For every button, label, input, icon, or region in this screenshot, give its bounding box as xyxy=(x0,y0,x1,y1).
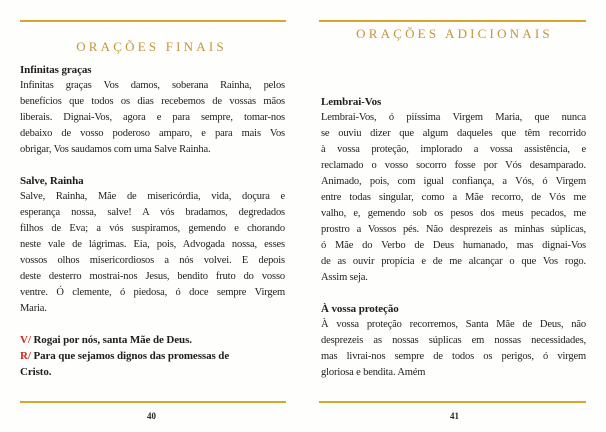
text-line: deste desterro mostrai-nos Jesus, bendito fruto do vosso xyxy=(20,271,285,282)
text-line: ventre. Ó clemente, ó piedosa, ó doce sempre Virgem xyxy=(20,287,285,298)
prayer-heading: Infinitas graças xyxy=(20,64,92,76)
text-line: prostro a Vossos pés. Não desprezeis as minhas súplicas, xyxy=(321,224,586,235)
text-line: obrigar, Vos saudamos com uma Salve Rainha. xyxy=(20,144,211,155)
page-right xyxy=(303,0,606,432)
prayer-text xyxy=(20,189,285,317)
text-line: ó Mãe do Verbo de Deus humanado, mas dignai-Vos xyxy=(321,240,586,251)
text-line: filhos de Eva; a vós suspiramos, gemendo e chorando xyxy=(20,223,285,234)
text-line: de as ouvir propícia e de me alcançar o que Vos rogo. xyxy=(321,256,586,267)
text-line: Salve, Rainha, Mãe de misericórdia, vida, doçura e xyxy=(20,191,285,202)
text-line: benefícios que todos os dias recebemos de vossas mãos xyxy=(20,96,285,107)
page-title: ORAÇÕES ADICIONAIS xyxy=(356,26,553,41)
text-line: gloriosa e bendita. Amém xyxy=(321,367,426,378)
page-number: 41 xyxy=(450,411,459,421)
text-line: Infinitas graças Vos damos, soberana Rainha, pelos xyxy=(20,80,285,91)
page-title: ORAÇÕES FINAIS xyxy=(76,39,227,54)
prayer-section xyxy=(20,173,285,317)
text-line: debaixo de vosso poderoso amparo, e para mais Vos xyxy=(20,128,285,139)
bottom-rule-divider xyxy=(319,401,586,403)
page-content xyxy=(20,62,285,380)
page-number: 40 xyxy=(147,411,156,421)
versicle-mark: R/ xyxy=(20,350,34,362)
text-line: liberais. Dignai-Vos, agora e para sempre, tomar-nos xyxy=(20,112,285,123)
prayer-text xyxy=(20,78,285,158)
prayer-text xyxy=(321,110,586,286)
text-line: desprezeis as nossas súplicas em nossas necessidades, xyxy=(321,335,586,346)
text-line: mas livrai-nos sempre de todos os perigos, ó virgem xyxy=(321,351,586,362)
text-line: neste vale de lágrimas. Eia, pois, Advogada nossa, esses xyxy=(20,239,285,250)
prayer-heading: Salve, Rainha xyxy=(20,175,84,187)
prayer-section xyxy=(321,94,586,286)
top-rule-divider xyxy=(319,20,586,22)
text-line: Maria. xyxy=(20,303,47,314)
prayer-section xyxy=(321,301,586,381)
prayer-text xyxy=(321,317,586,381)
text-line: vossos olhos misericordiosos a nós volvei. E depois xyxy=(20,255,285,266)
versicle-mark: V/ xyxy=(20,334,34,346)
text-line: Assim seja. xyxy=(321,272,368,283)
top-rule-divider xyxy=(20,20,286,22)
page-content xyxy=(321,94,586,396)
text-line: esperança nossa, salve! A vós bradamos, degredados xyxy=(20,207,285,218)
text-line: reclamado o vosso socorro fosse por Vós desamparado. xyxy=(321,160,586,171)
text-line: À vossa proteção recorremos, Santa Mãe de Deus, não xyxy=(321,319,586,330)
versicle-line: Cristo. xyxy=(20,366,52,378)
bottom-rule-divider xyxy=(20,401,286,403)
text-line: Lembrai-Vos, ó piíssima Virgem Maria, que nunca xyxy=(321,112,586,123)
prayer-heading: Lembrai-Vos xyxy=(321,96,382,108)
text-line: Animado, pois, com igual confiança, a Vós, ó Virgem xyxy=(321,176,586,187)
versicle-line: R/ Para que sejamos dignos das promessas de xyxy=(20,350,230,362)
text-line: entre todas singular, como a Mãe recorro, de Vós me xyxy=(321,192,586,203)
versicle-response-block xyxy=(20,332,285,380)
text-line: valho, e, gemendo sob os pesos dos meus pecados, me xyxy=(321,208,586,219)
text-line: à vossa proteção, implorado a vossa assistência, e xyxy=(321,144,586,155)
versicle-line: V/ Rogai por nós, santa Mãe de Deus. xyxy=(20,334,192,346)
prayer-section xyxy=(20,62,285,158)
text-line: se ouviu dizer que algum daqueles que têm recorrido xyxy=(321,128,586,139)
prayer-heading: À vossa proteção xyxy=(321,303,399,315)
